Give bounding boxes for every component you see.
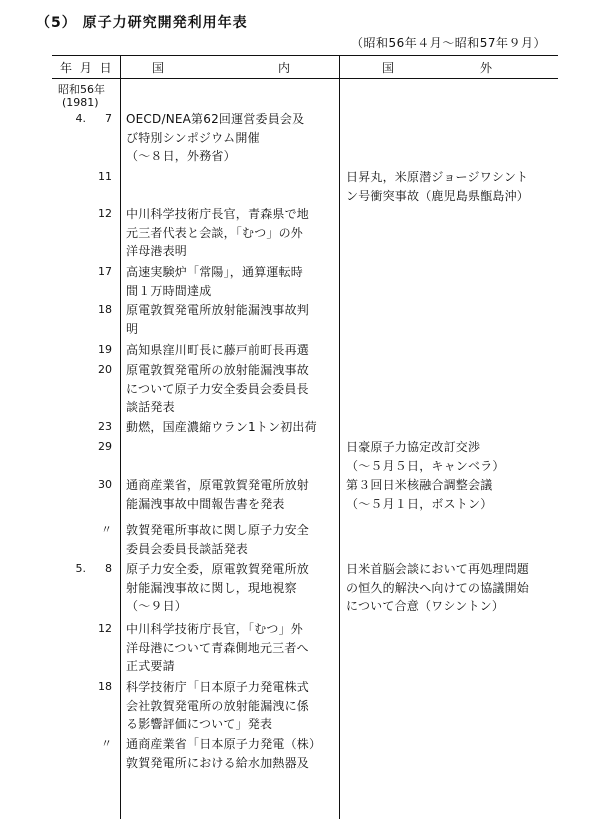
domestic-line: 科学技術庁「日本原子力発電株式	[126, 680, 310, 694]
domestic-line: 中川科学技術庁長官，「むつ」外	[126, 622, 304, 636]
domestic-line: OECD/NEA第62回運営委員会及	[126, 112, 305, 126]
entry-foreign	[346, 560, 556, 616]
entry-day: 11	[98, 170, 112, 183]
header-date: 年 月 日	[60, 61, 114, 75]
entry-domestic	[126, 678, 332, 734]
domestic-line: 委員会委員長談話発表	[126, 541, 249, 556]
entry-day: 〃	[101, 737, 112, 750]
domestic-line: 高知県窪川町長に藤戸前町長再選	[126, 343, 310, 357]
era-year-japanese: 昭和56年	[58, 83, 105, 96]
domestic-line: 通商産業省「日本原子力発電（株）	[126, 737, 322, 751]
domestic-line: 能漏洩事故中間報告書を発表	[126, 496, 285, 511]
entry-domestic	[126, 418, 332, 437]
domestic-line: 会社敦賀発電所の放射能漏洩に係	[126, 698, 310, 713]
domestic-line: 中川科学技術庁長官，青森県で地	[126, 207, 310, 221]
domestic-line: び特別シンポジウム開催	[126, 130, 260, 145]
era-year-western: (1981)	[62, 96, 99, 109]
domestic-line: 射能漏洩事故に関し，現地視察	[126, 580, 297, 595]
page-title: （5） 原子力研究開発利用年表	[36, 15, 248, 31]
entry-day: 18	[98, 303, 112, 316]
entry-domestic	[126, 361, 332, 417]
foreign-line: 日昇丸，米原潜ジョージワシント	[346, 170, 529, 184]
domestic-line: 敦賀発電所における給水加熱器及	[126, 755, 310, 770]
date-column-divider	[120, 55, 121, 819]
entry-day: 30	[98, 478, 112, 491]
entry-domestic	[126, 301, 332, 338]
domestic-line: （～９日）	[126, 599, 188, 613]
entry-domestic	[126, 110, 332, 166]
entry-month: 5.	[75, 562, 86, 575]
domestic-line: 洋母港表明	[126, 244, 188, 258]
chronology-table	[52, 55, 558, 819]
entry-day: 12	[98, 207, 112, 220]
header-foreign: 国 外	[382, 61, 495, 75]
foreign-line: の恒久的解決へ向けての協議開始	[346, 580, 530, 595]
entry-month: 4.	[75, 112, 86, 125]
entry-day: 7	[105, 112, 112, 125]
entry-day: 17	[98, 265, 112, 278]
entry-day: 29	[98, 440, 112, 453]
domestic-line: 正式要請	[126, 659, 175, 673]
domestic-line: 高速実験炉「常陽」，通算運転時	[126, 265, 304, 279]
entry-domestic	[126, 620, 332, 676]
domestic-line: る影響評価について」発表	[126, 717, 273, 731]
entry-foreign	[346, 168, 556, 205]
foreign-line: （～５月１日，ボストン）	[346, 496, 493, 511]
era-year	[58, 83, 105, 109]
entry-domestic	[126, 205, 332, 261]
entry-domestic	[126, 735, 332, 772]
period-range: （昭和56年４月～昭和57年９月）	[350, 36, 546, 50]
header-bottom-rule	[52, 78, 558, 79]
domestic-line: （～８日，外務省）	[126, 149, 236, 163]
domestic-line: 通商産業省，原電敦賀発電所放射	[126, 478, 310, 492]
foreign-line: 日豪原子力協定改訂交渉	[346, 440, 481, 454]
entry-day: 〃	[101, 523, 112, 536]
header-domestic: 国 内	[152, 61, 293, 75]
domestic-column-divider	[339, 55, 340, 819]
domestic-line: 談話発表	[126, 400, 175, 414]
foreign-line: ン号衝突事故（鹿児島県甑島沖）	[346, 188, 530, 203]
domestic-line: 原子力安全委，原電敦賀発電所放	[126, 562, 310, 576]
entry-domestic	[126, 476, 332, 513]
entry-foreign	[346, 438, 556, 475]
domestic-line: 敦賀発電所事故に関し原子力安全	[126, 523, 310, 537]
entry-day: 23	[98, 420, 112, 433]
entry-foreign	[346, 476, 556, 513]
entry-day: 19	[98, 343, 112, 356]
domestic-line: 動燃，国産濃縮ウラン1トン初出荷	[126, 420, 317, 434]
foreign-line: 日米首脳会談において再処理問題	[346, 562, 530, 576]
entry-domestic	[126, 521, 332, 558]
domestic-line: 原電敦賀発電所放射能漏洩事故判	[126, 303, 310, 317]
domestic-line: 原電敦賀発電所の放射能漏洩事故	[126, 363, 310, 377]
foreign-line: （～５月５日，キャンベラ）	[346, 458, 505, 473]
domestic-line: 洋母港について青森側地元三者へ	[126, 640, 309, 655]
foreign-line: について合意（ワシントン）	[346, 599, 505, 613]
domestic-line: 間１万時間達成	[126, 283, 212, 298]
entry-day: 12	[98, 622, 112, 635]
table-top-rule	[52, 55, 558, 56]
entry-domestic	[126, 341, 332, 360]
domestic-line: 元三者代表と会談，「むつ」の外	[126, 225, 304, 240]
entry-day: 18	[98, 680, 112, 693]
foreign-line: 第３回日米核融合調整会議	[346, 478, 493, 492]
domestic-line: について原子力安全委員会委員長	[126, 381, 309, 396]
domestic-line: 明	[126, 321, 139, 336]
entry-domestic	[126, 263, 332, 300]
entry-day: 8	[105, 562, 112, 575]
entry-domestic	[126, 560, 332, 616]
entry-day: 20	[98, 363, 112, 376]
